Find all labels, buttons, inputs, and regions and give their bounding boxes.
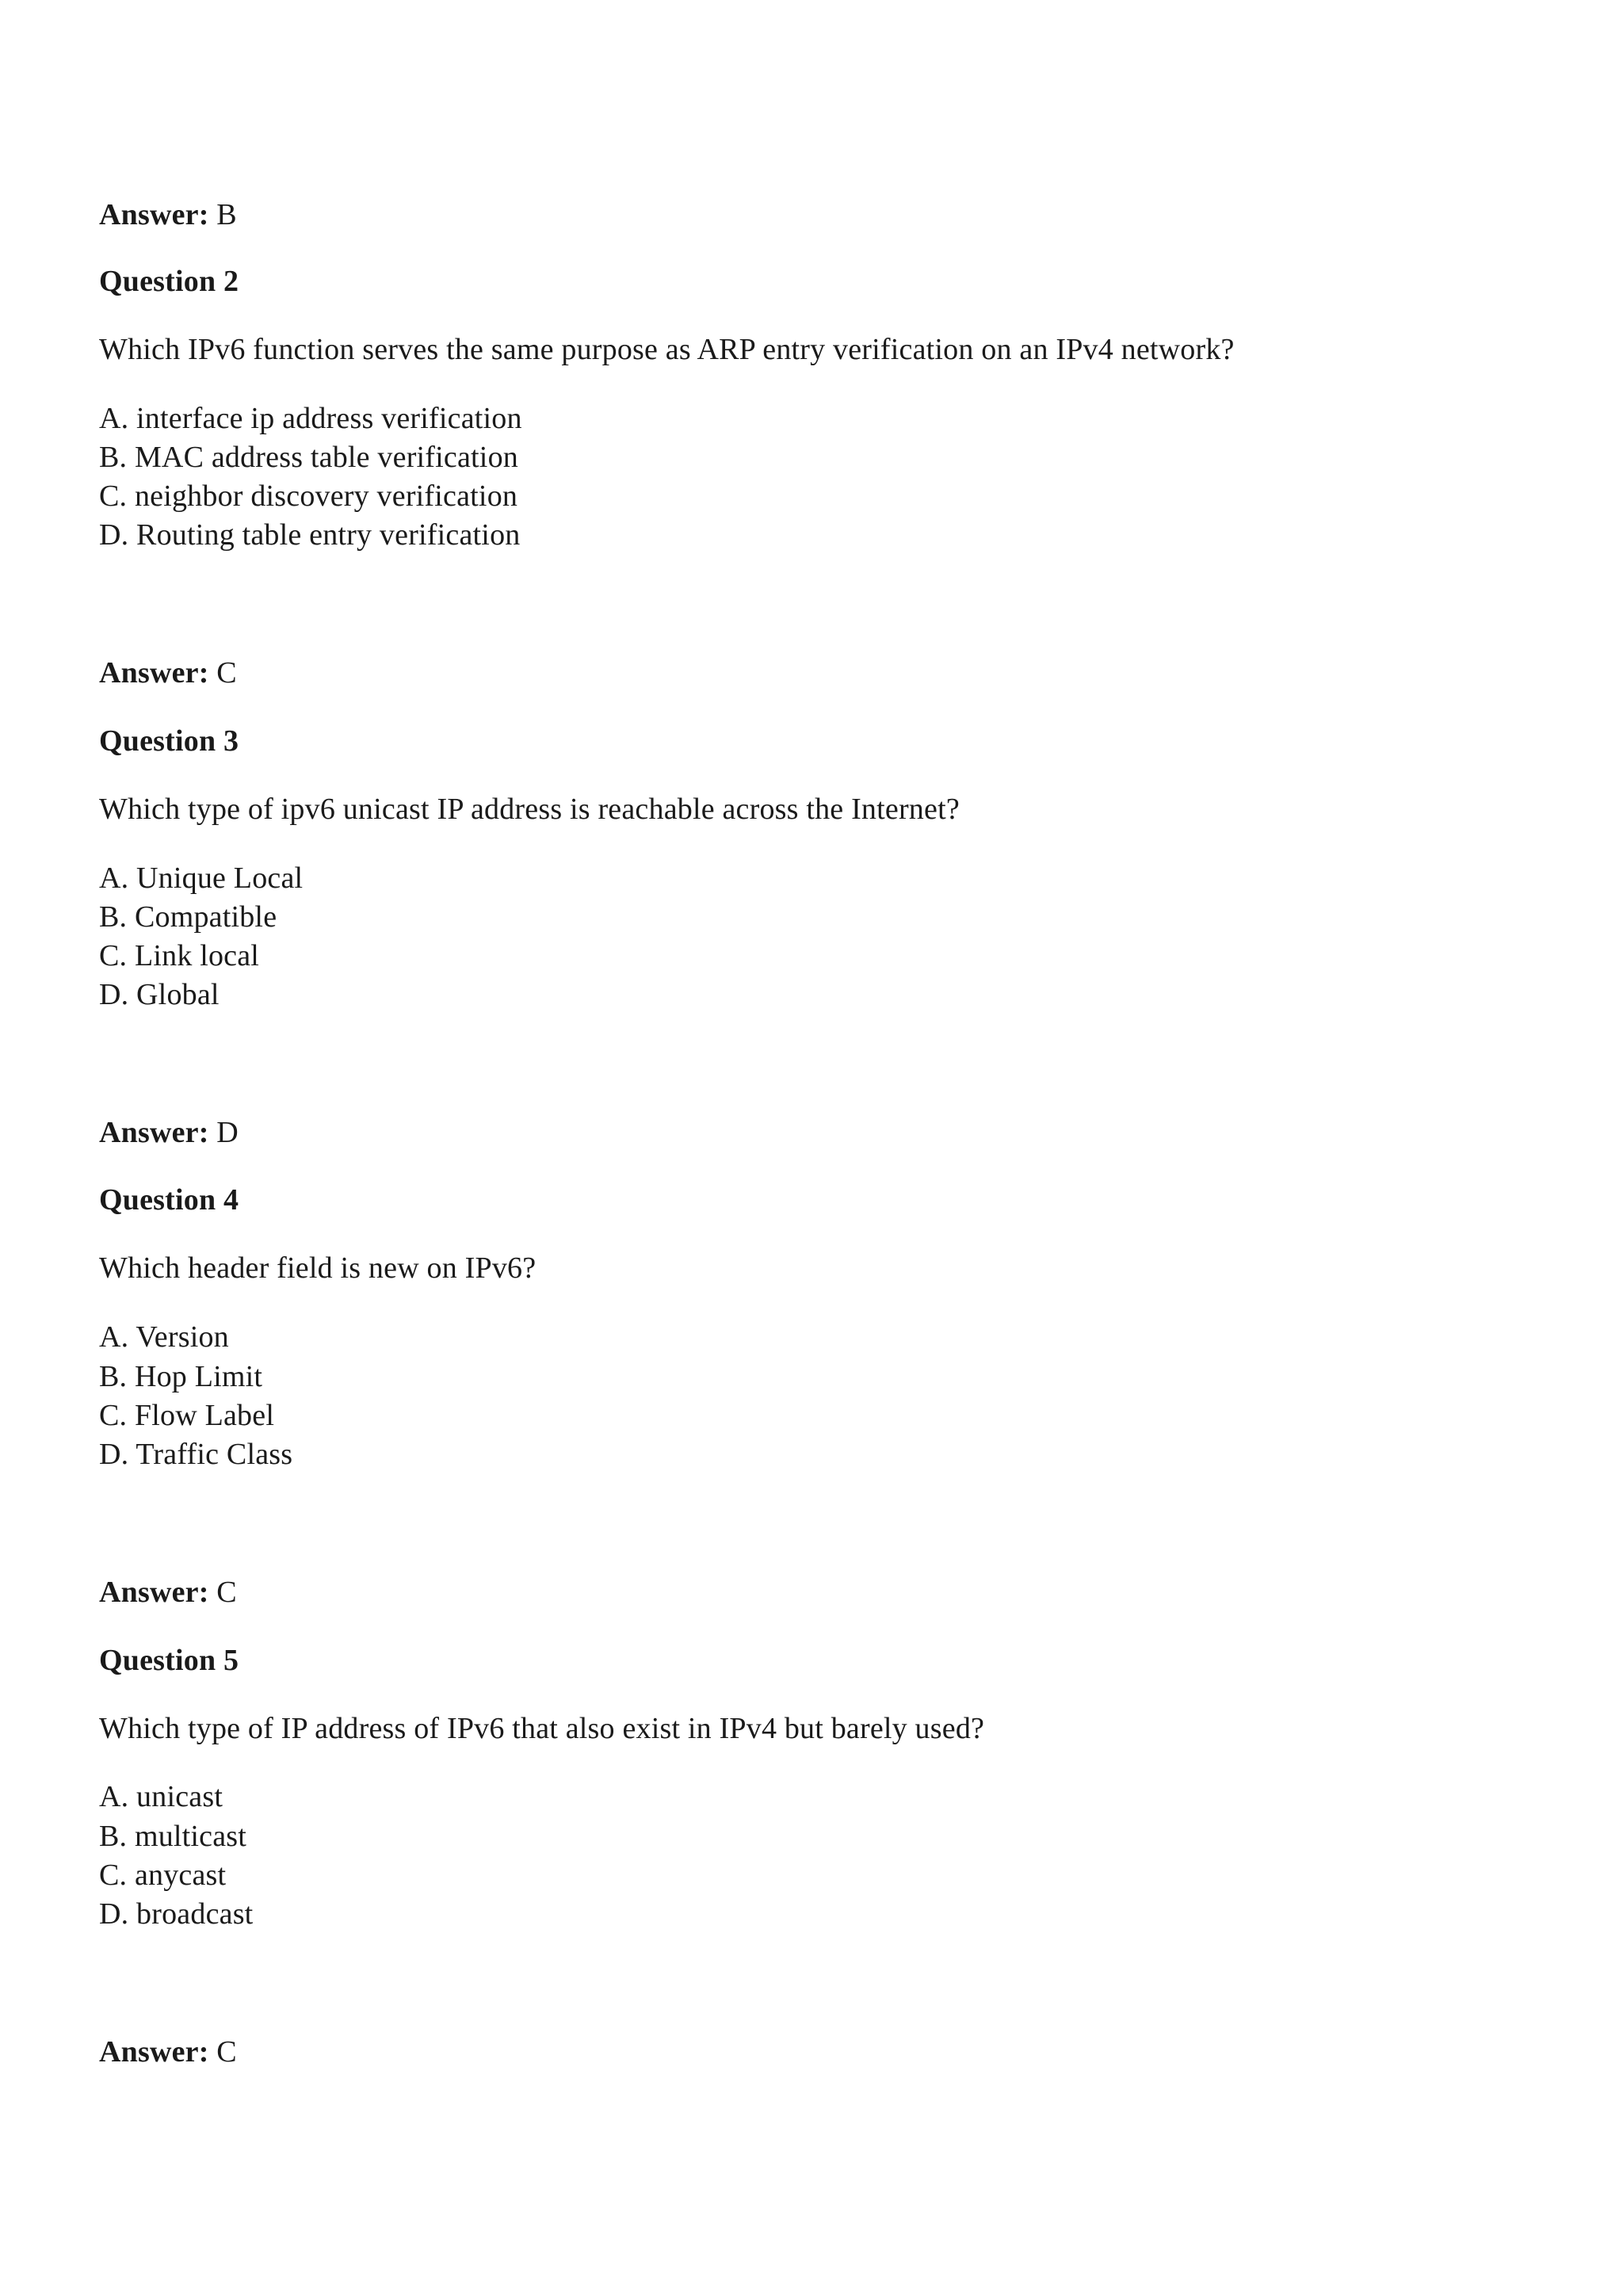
- question-text: Which type of IP address of IPv6 that also exist in IPv4 but barely used?: [99, 1712, 985, 1745]
- answer-value: C: [216, 656, 237, 690]
- answer-line: [99, 2034, 237, 2069]
- option-item: D. Routing table entry verification: [99, 518, 521, 552]
- option-item: D. Traffic Class: [99, 1438, 293, 1471]
- question-text: Which type of ipv6 unicast IP address is reachable across the Internet?: [99, 793, 960, 826]
- option-item: A. Unique Local: [99, 861, 304, 895]
- answer-line: [99, 655, 237, 690]
- option-item: C. anycast: [99, 1859, 227, 1892]
- option-item: B. Hop Limit: [99, 1360, 263, 1393]
- option-item: B. MAC address table verification: [99, 441, 518, 474]
- answer-value: C: [216, 1576, 237, 1609]
- option-item: C. Link local: [99, 939, 260, 972]
- answer-label: Answer:: [99, 2035, 209, 2069]
- option-item: D. broadcast: [99, 1897, 254, 1931]
- question-title: Question 4: [99, 1183, 239, 1217]
- option-item: B. multicast: [99, 1820, 247, 1853]
- question-text: Which header field is new on IPv6?: [99, 1251, 537, 1285]
- option-item: B. Compatible: [99, 900, 277, 934]
- option-item: A. Version: [99, 1320, 229, 1354]
- answer-line: [99, 197, 237, 232]
- question-title: Question 2: [99, 265, 239, 298]
- answer-label: Answer:: [99, 198, 209, 231]
- option-item: A. unicast: [99, 1780, 223, 1813]
- answer-label: Answer:: [99, 1116, 209, 1149]
- question-text: Which IPv6 function serves the same purpose as ARP entry verification on an IPv4 network?: [99, 333, 1235, 366]
- answer-value: D: [216, 1116, 239, 1149]
- option-item: A. interface ip address verification: [99, 402, 522, 435]
- answer-value: B: [216, 198, 237, 231]
- answer-label: Answer:: [99, 656, 209, 690]
- question-title: Question 5: [99, 1644, 239, 1677]
- option-item: D. Global: [99, 978, 220, 1011]
- answer-line: [99, 1575, 237, 1610]
- option-item: C. Flow Label: [99, 1399, 275, 1432]
- answer-line: [99, 1115, 239, 1150]
- answer-value: C: [216, 2035, 237, 2069]
- answer-label: Answer:: [99, 1576, 209, 1609]
- question-title: Question 3: [99, 724, 239, 758]
- option-item: C. neighbor discovery verification: [99, 479, 518, 513]
